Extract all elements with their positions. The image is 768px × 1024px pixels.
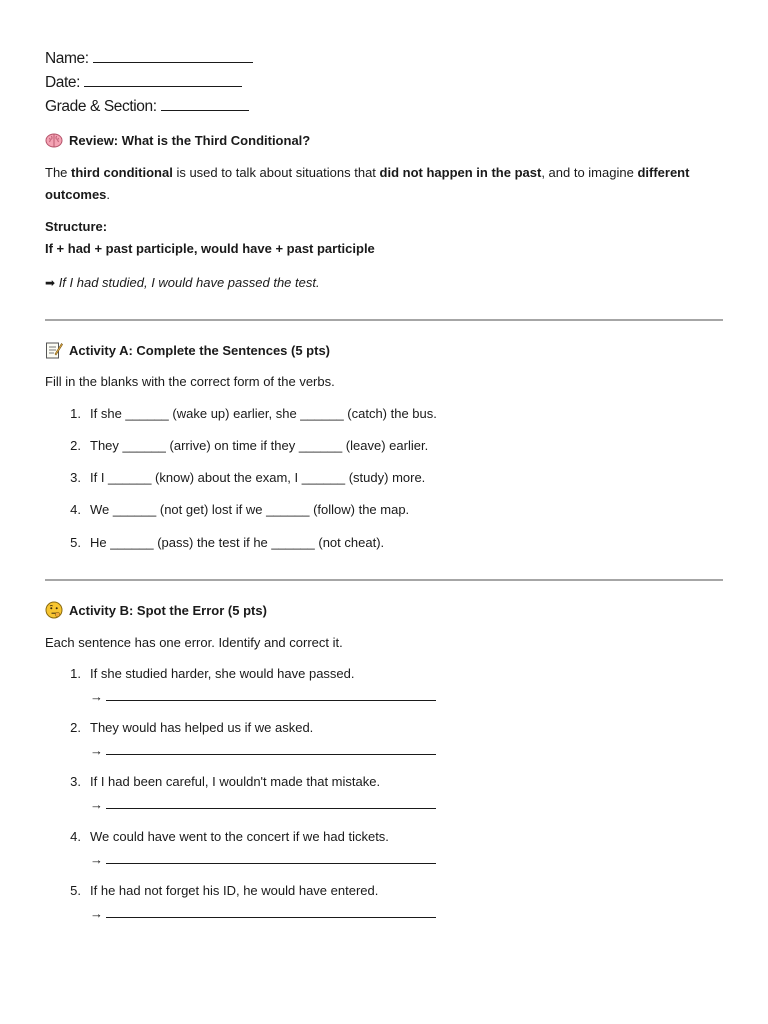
thinking-face-icon [45,601,63,619]
answer-blank[interactable] [106,742,436,755]
answer-blank[interactable] [106,796,436,809]
arrow-icon: → [90,906,103,921]
answer-blank[interactable] [106,905,436,918]
intro-text: The [45,165,72,180]
example-sentence [45,272,725,294]
name-label: Name: [45,50,89,67]
structure-label: Structure: [45,219,108,234]
activity-b-instructions: Each sentence has one error. Identify and correct it. [45,635,343,650]
answer-line[interactable] [90,796,436,812]
fill-blank-sentence[interactable]: If I ______ (know) about the exam, I ______ (study) more. [90,470,426,485]
structure-formula: If + had + past participle, would have + past participle [45,241,375,256]
activity-a-heading [45,341,330,359]
intro-bold-term: third conditional [71,165,173,180]
divider [45,319,723,321]
fill-blank-sentence[interactable]: They ______ (arrive) on time if they ______ (leave) earlier. [90,438,429,453]
activity-b-heading [45,601,267,619]
answer-line[interactable] [90,688,436,704]
answer-line[interactable] [90,851,436,867]
error-sentence: If he had not forget his ID, he would have entered. [90,883,379,898]
date-field [45,72,242,92]
error-sentence: If I had been careful, I wouldn't made that mistake. [90,774,381,789]
date-blank[interactable] [84,72,242,87]
arrow-icon: → [90,689,103,704]
arrow-icon: → [90,797,103,812]
arrow-icon: → [90,743,103,758]
activity-a-instructions: Fill in the blanks with the correct form of the verbs. [45,374,335,389]
memo-icon [45,341,63,359]
review-intro [45,162,725,206]
review-heading-text: Review: What is the Third Conditional? [69,132,311,148]
error-sentence: If she studied harder, she would have passed. [90,666,355,681]
name-field [45,48,253,68]
arrow-icon: ➡ [45,276,56,290]
answer-blank[interactable] [106,688,436,701]
answer-line[interactable] [90,742,436,758]
review-heading [45,131,310,149]
activity-a-heading-text: Activity A: Complete the Sentences (5 pts) [69,342,331,358]
grade-section-blank[interactable] [161,96,249,111]
divider [45,579,723,581]
activity-b-heading-text: Activity B: Spot the Error (5 pts) [69,602,267,618]
grade-section-field [45,96,249,116]
intro-text: is used to talk about situations that [172,165,380,180]
error-sentence: We could have went to the concert if we had tickets. [90,829,389,844]
grade-section-label: Grade & Section: [45,98,157,115]
fill-blank-sentence[interactable]: We ______ (not get) lost if we ______ (follow) the map. [90,502,410,517]
name-blank[interactable] [93,48,253,63]
intro-bold-outcome: different outcomes [45,165,690,202]
answer-blank[interactable] [106,851,436,864]
date-label: Date: [45,74,81,91]
intro-text: . [106,187,111,202]
fill-blank-sentence[interactable]: If she ______ (wake up) earlier, she ______ (catch) the bus. [90,406,437,421]
example-text: If I had studied, I would have passed the test. [58,275,320,290]
intro-text: , and to imagine [541,165,638,180]
intro-bold-phrase: did not happen in the past [379,165,542,180]
brain-icon [45,131,63,149]
answer-line[interactable] [90,905,436,921]
arrow-icon: → [90,852,103,867]
fill-blank-sentence[interactable]: He ______ (pass) the test if he ______ (not cheat). [90,535,385,550]
error-sentence: They would has helped us if we asked. [90,720,314,735]
